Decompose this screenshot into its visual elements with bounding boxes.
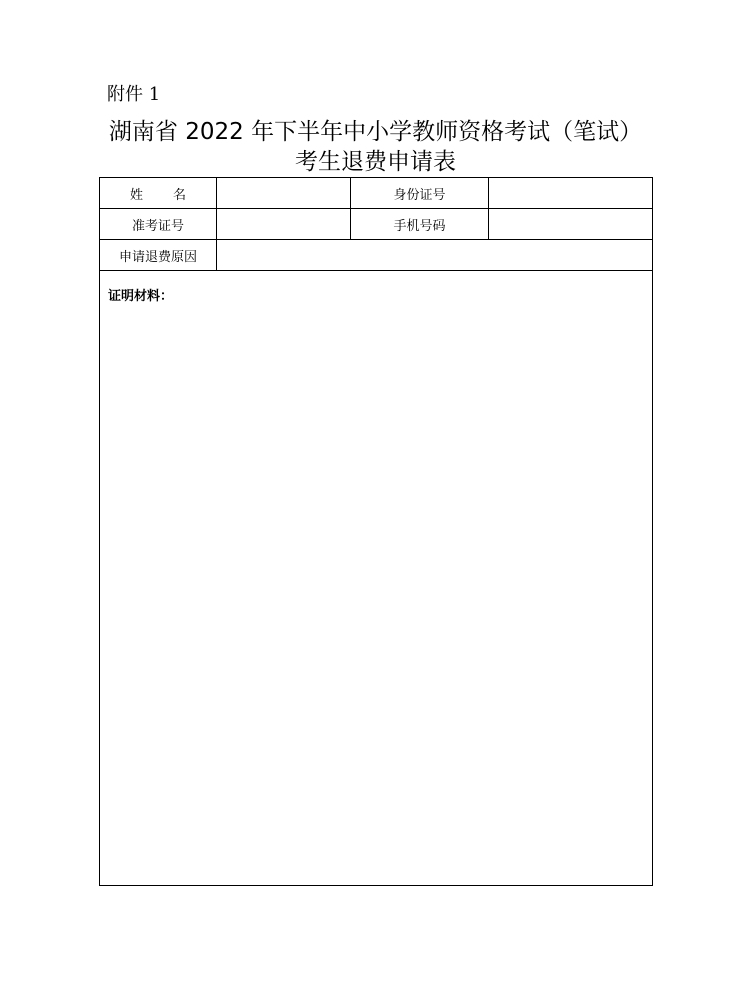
attachment-label: 附件 1 <box>107 84 161 105</box>
table-row <box>100 178 653 209</box>
table-row <box>100 271 653 886</box>
refund-application-table <box>99 177 653 886</box>
phone-label: 手机号码 <box>351 209 489 240</box>
name-label-cell <box>100 178 217 209</box>
proof-materials-label: 证明材料： <box>108 289 174 304</box>
id-card-label: 身份证号 <box>351 178 489 209</box>
admission-ticket-label: 准考证号 <box>100 209 217 240</box>
refund-reason-field[interactable] <box>217 240 653 271</box>
table-row <box>100 209 653 240</box>
admission-ticket-field[interactable] <box>217 209 351 240</box>
name-field[interactable] <box>217 178 351 209</box>
phone-field[interactable] <box>489 209 653 240</box>
id-card-field[interactable] <box>489 178 653 209</box>
table-row <box>100 240 653 271</box>
form-title: 湖南省 2022 年下半年中小学教师资格考试（笔试） <box>108 119 643 145</box>
name-label: 姓名 <box>130 187 217 203</box>
refund-reason-label: 申请退费原因 <box>100 240 217 271</box>
form-subtitle: 考生退费申请表 <box>295 149 456 175</box>
proof-materials-cell[interactable] <box>100 271 653 886</box>
